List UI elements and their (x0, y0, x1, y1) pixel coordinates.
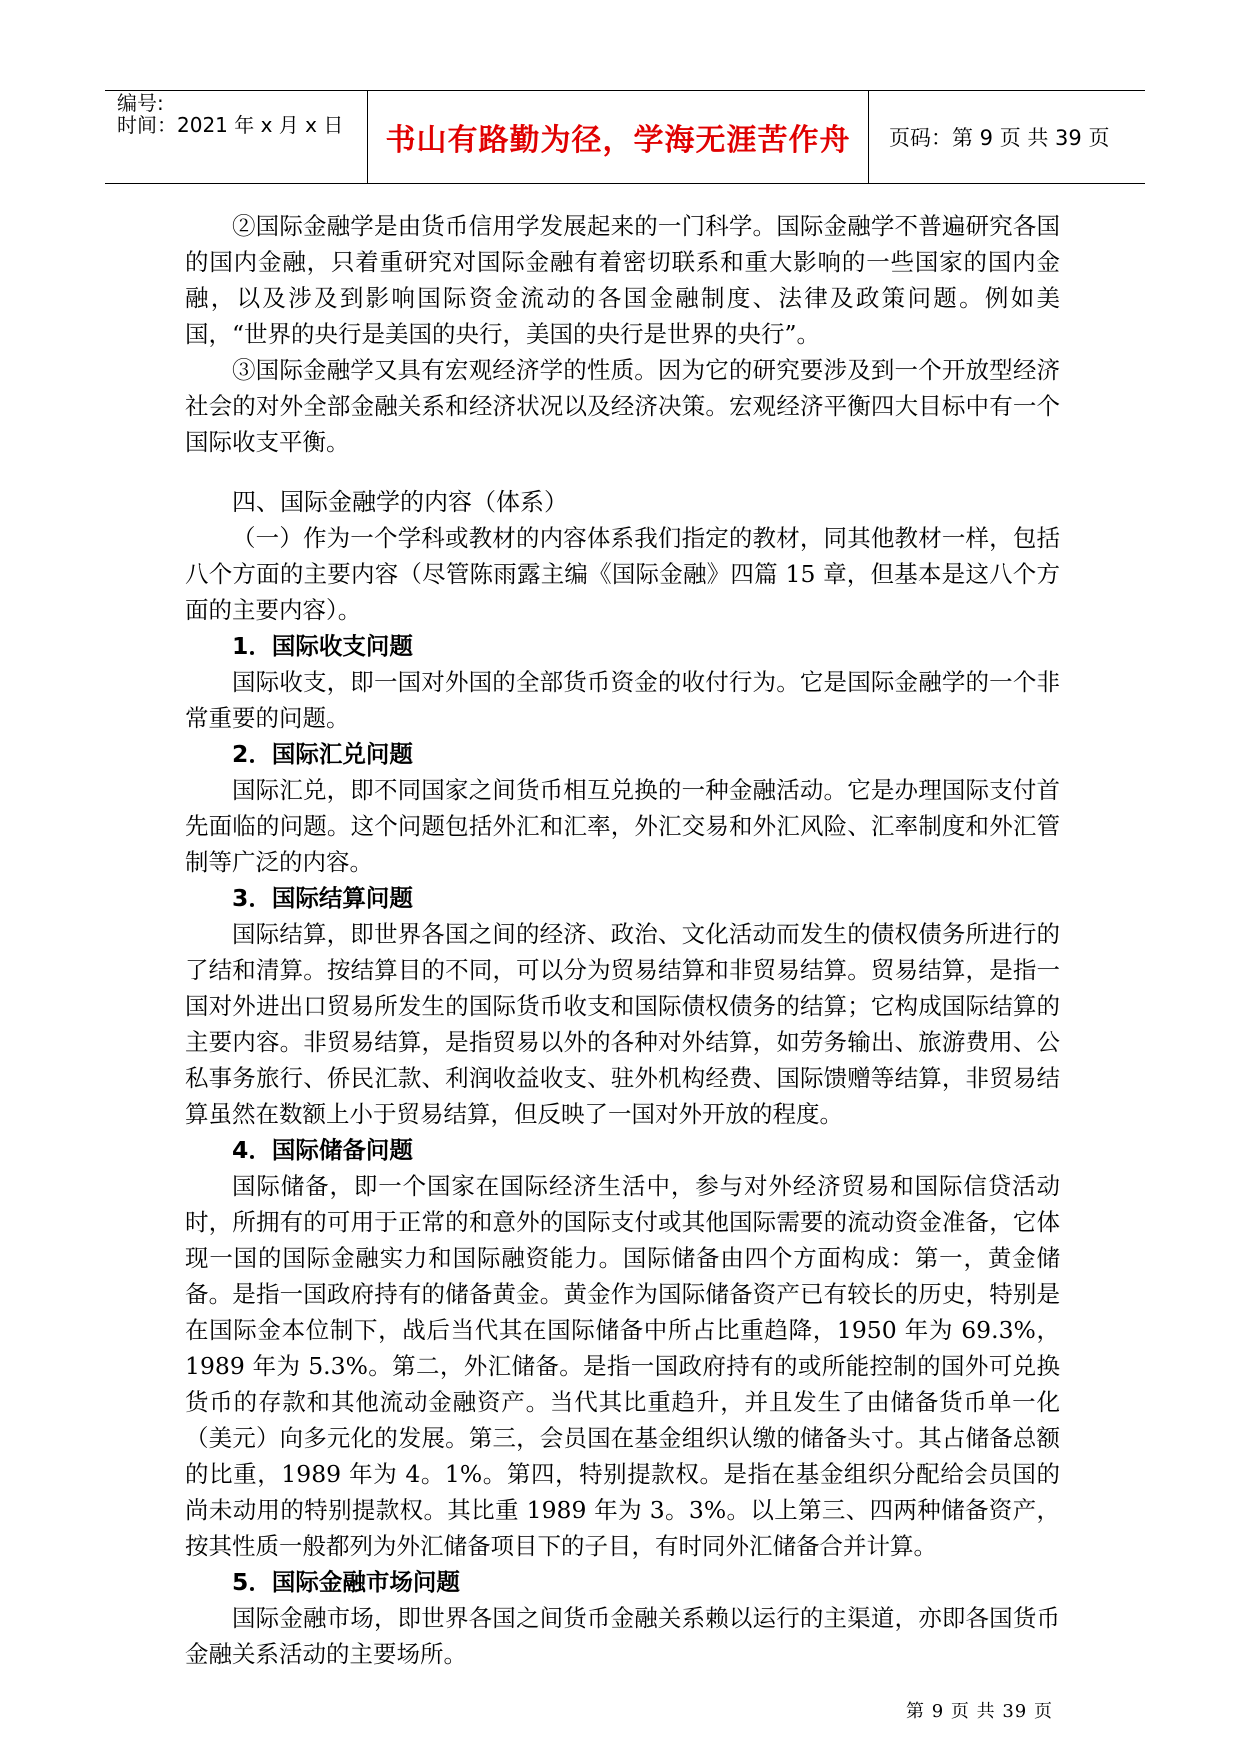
paragraph: ③国际金融学又具有宏观经济学的性质。因为它的研究要涉及到一个开放型经济社会的对外全部金融关系和经济状况以及经济决策。宏观经济平衡四大目标中有一个国际收支平衡。 (185, 356, 1060, 456)
header-motto-cell (368, 91, 869, 183)
paragraph: 国际储备，即一个国家在国际经济生活中，参与对外经济贸易和国际信贷活动时，所拥有的可用于正常的和意外的国际支付或其他国际需要的流动资金准备，它体现一国的国际金融实力和国际融资能力。国际储备由四个方面构成：第一，黄金储备。是指一国政府持有的储备黄金。黄金作为国际储备资产已有较长的历史，特别是在国际金本位制下，战后当代其在国际储备中所占比重趋降，1950 年为 69.3%，1989 年为 5.3%。第二，外汇储备。是指一国政府持有的或所能控制的国外可兑换货币的存款和其他流动金融资产。当代其比重趋升，并且发生了由储备货币单一化（美元）向多元化的发展。第三，会员国在基金组织认缴的储备头寸。其占储备总额的比重，1989 年为 4。1%。第四，特别提款权。是指在基金组织分配给会员国的尚未动用的特别提款权。其比重 1989 年为 3。3%。以上第三、四两种储备资产，按其性质一般都列为外汇储备项目下的子目，有时同外汇储备合并计算。 (185, 1172, 1060, 1560)
section-heading: 四、国际金融学的内容（体系） (232, 488, 568, 516)
paragraph: 国际汇兑，即不同国家之间货币相互兑换的一种金融活动。它是办理国际支付首先面临的问题。这个问题包括外汇和汇率，外汇交易和外汇风险、汇率制度和外汇管制等广泛的内容。 (185, 776, 1060, 876)
subheading: 3．国际结算问题 (232, 884, 413, 912)
motto-text: 书山有路勤为径，学海无涯苦作舟 (385, 123, 851, 158)
paragraph: ②国际金融学是由货币信用学发展起来的一门科学。国际金融学不普遍研究各国的国内金融，只着重研究对国际金融有着密切联系和重大影响的一些国家的国内金融，以及涉及到影响国际资金流动的各国金融制度、法律及政策问题。例如美国，“世界的央行是美国的央行，美国的央行是世界的央行”。 (185, 212, 1060, 348)
paragraph: 国际结算，即世界各国之间的经济、政治、文化活动而发生的债权债务所进行的了结和清算。按结算目的不同，可以分为贸易结算和非贸易结算。贸易结算，是指一国对外进出口贸易所发生的国际货币收支和国际债权债务的结算；它构成国际结算的主要内容。非贸易结算，是指贸易以外的各种对外结算，如劳务输出、旅游费用、公私事务旅行、侨民汇款、利润收益收支、驻外机构经费、国际馈赠等结算，非贸易结算虽然在数额上小于贸易结算，但反映了一国对外开放的程度。 (185, 920, 1060, 1128)
time-label: 时间：2021 年 x 月 x 日 (117, 113, 344, 137)
page-footer: 第 9 页 共 39 页 (906, 1701, 1053, 1722)
number-label: 编号: (117, 91, 164, 115)
document-header (105, 90, 1145, 184)
subheading: 1．国际收支问题 (232, 632, 413, 660)
subheading: 2．国际汇兑问题 (232, 740, 413, 768)
page-info: 页码：第 9 页 共 39 页 (889, 126, 1110, 150)
subheading: 4．国际储备问题 (232, 1136, 413, 1164)
document-body (185, 208, 1060, 1672)
paragraph: 国际收支，即一国对外国的全部货币资金的收付行为。它是国际金融学的一个非常重要的问题。 (185, 668, 1060, 732)
paragraph: （一）作为一个学科或教材的内容体系我们指定的教材，同其他教材一样，包括八个方面的主要内容（尽管陈雨露主编《国际金融》四篇 15 章，但基本是这八个方面的主要内容）。 (185, 524, 1060, 624)
header-meta-cell (105, 91, 368, 183)
header-page-cell (869, 91, 1145, 183)
paragraph: 国际金融市场，即世界各国之间货币金融关系赖以运行的主渠道，亦即各国货币金融关系活动的主要场所。 (185, 1604, 1060, 1668)
subheading: 5．国际金融市场问题 (232, 1568, 460, 1596)
